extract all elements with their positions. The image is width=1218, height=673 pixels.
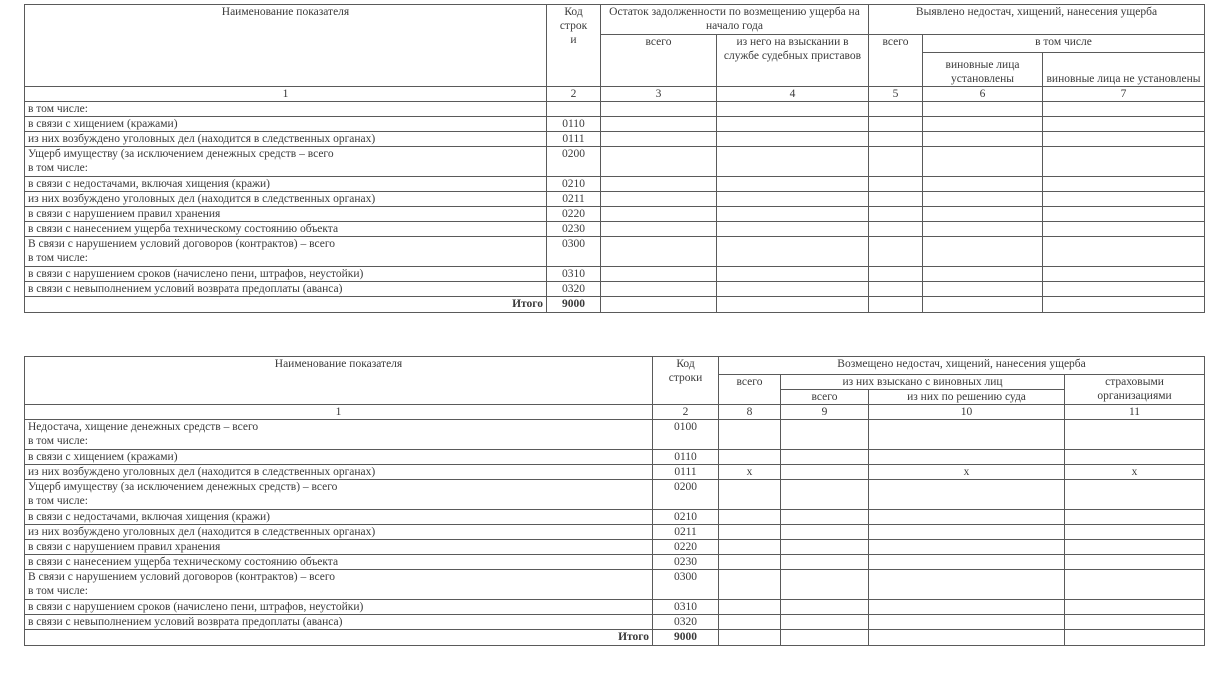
row-code: 0200 — [547, 147, 601, 177]
row-code: 0211 — [547, 192, 601, 207]
row-code: 0210 — [547, 177, 601, 192]
data-cell[interactable] — [601, 117, 717, 132]
data-cell[interactable] — [869, 222, 923, 237]
row-code: 0111 — [653, 465, 719, 480]
table-row — [25, 192, 1205, 207]
table-row — [25, 465, 1205, 480]
t2-head-insurance: страховыми организациями — [1065, 375, 1205, 405]
table-row — [25, 102, 1205, 117]
row-code: 0230 — [653, 555, 719, 570]
table-row — [25, 177, 1205, 192]
data-cell-c9[interactable] — [781, 525, 869, 540]
row-code: 0310 — [547, 267, 601, 282]
row-label: из них возбуждено уголовных дел (находится в следственных органах) — [25, 192, 547, 207]
row-label: в том числе: — [25, 102, 547, 117]
t1-head-found-group: Выявлено недостач, хищений, нанесения ущерба — [869, 5, 1205, 35]
data-cell-c11[interactable] — [1065, 480, 1205, 510]
data-cell[interactable] — [717, 177, 869, 192]
row-label: в связи с нанесением ущерба техническому состоянию объекта — [25, 222, 547, 237]
table-row — [25, 480, 1205, 510]
data-cell-c10[interactable] — [869, 420, 1065, 450]
table-row — [25, 555, 1205, 570]
row-code: 0110 — [653, 450, 719, 465]
row-code: 0220 — [653, 540, 719, 555]
data-cell[interactable] — [1043, 102, 1205, 117]
row-code: 0111 — [547, 132, 601, 147]
data-cell[interactable] — [923, 117, 1043, 132]
data-cell[interactable] — [717, 117, 869, 132]
row-label: Ущерб имуществу (за исключением денежных средств – всего в том числе: — [25, 147, 547, 177]
table-row — [25, 510, 1205, 525]
t2-head-name: Наименование показателя — [25, 357, 653, 405]
data-cell[interactable] — [601, 132, 717, 147]
data-cell-c9[interactable] — [781, 450, 869, 465]
t1-head-name: Наименование показателя — [25, 5, 547, 87]
data-cell-c11[interactable]: х — [1065, 465, 1205, 480]
data-cell[interactable] — [601, 222, 717, 237]
data-cell-c9[interactable] — [781, 600, 869, 615]
data-cell-c8[interactable] — [719, 600, 781, 615]
data-cell-c11[interactable] — [1065, 555, 1205, 570]
table-row — [25, 237, 1205, 267]
data-cell[interactable] — [923, 237, 1043, 267]
data-cell[interactable] — [601, 147, 717, 177]
data-cell[interactable] — [717, 267, 869, 282]
row-label: в связи с нарушением правил хранения — [25, 540, 653, 555]
data-cell[interactable] — [923, 222, 1043, 237]
data-cell-c8[interactable] — [719, 510, 781, 525]
data-cell-c8[interactable] — [719, 555, 781, 570]
t2-total-cell[interactable] — [719, 630, 781, 646]
t2-colnum: 10 — [869, 405, 1065, 420]
data-cell-c8[interactable] — [719, 420, 781, 450]
row-label: из них возбуждено уголовных дел (находится в следственных органах) — [25, 132, 547, 147]
row-label: в связи с невыполнением условий возврата предоплаты (аванса) — [25, 615, 653, 630]
data-cell[interactable] — [601, 102, 717, 117]
t2-body — [25, 420, 1205, 630]
data-cell[interactable] — [923, 132, 1043, 147]
data-cell-c9[interactable] — [781, 420, 869, 450]
table-row — [25, 615, 1205, 630]
data-cell-c8[interactable]: х — [719, 465, 781, 480]
t2-head-court: из них по решению суда — [869, 390, 1065, 405]
row-code: 0100 — [653, 420, 719, 450]
row-code: 0220 — [547, 207, 601, 222]
data-cell[interactable] — [717, 192, 869, 207]
data-cell[interactable] — [717, 222, 869, 237]
t1-body — [25, 102, 1205, 297]
t2-total-label: Итого — [25, 630, 653, 646]
data-cell[interactable] — [717, 132, 869, 147]
data-cell[interactable] — [869, 117, 923, 132]
data-cell[interactable] — [869, 207, 923, 222]
row-code: 0200 — [653, 480, 719, 510]
data-cell-c11[interactable] — [1065, 600, 1205, 615]
data-cell[interactable] — [601, 282, 717, 297]
row-label: из них возбуждено уголовных дел (находится в следственных органах) — [25, 465, 653, 480]
table-row — [25, 600, 1205, 615]
data-cell-c8[interactable] — [719, 540, 781, 555]
data-cell[interactable] — [923, 147, 1043, 177]
data-cell[interactable] — [923, 192, 1043, 207]
row-label: в связи с невыполнением условий возврата предоплаты (аванса) — [25, 282, 547, 297]
data-cell[interactable] — [869, 282, 923, 297]
t2-colnum: 11 — [1065, 405, 1205, 420]
row-label: в связи с недостачами, включая хищения (кражи) — [25, 177, 547, 192]
data-cell-c11[interactable] — [1065, 420, 1205, 450]
data-cell[interactable] — [717, 102, 869, 117]
t1-total-cell[interactable] — [869, 297, 923, 313]
row-code: 0320 — [653, 615, 719, 630]
t1-total-cell[interactable] — [1043, 297, 1205, 313]
data-cell[interactable] — [869, 267, 923, 282]
row-label: в связи с нарушением правил хранения — [25, 207, 547, 222]
data-cell-c10[interactable] — [869, 525, 1065, 540]
t1-head-found-incl: в том числе — [923, 35, 1205, 53]
row-label: В связи с нарушением условий договоров (контрактов) – всего в том числе: — [25, 570, 653, 600]
t2-head-from-guilty-total: всего — [781, 390, 869, 405]
data-cell[interactable] — [1043, 132, 1205, 147]
table-row — [25, 132, 1205, 147]
row-label: В связи с нарушением условий договоров (контрактов) – всего в том числе: — [25, 237, 547, 267]
row-label: в связи с нарушением сроков (начислено пени, штрафов, неустойки) — [25, 267, 547, 282]
t1-colnum: 7 — [1043, 87, 1205, 102]
data-cell[interactable] — [1043, 207, 1205, 222]
data-cell-c8[interactable] — [719, 450, 781, 465]
data-cell-c11[interactable] — [1065, 540, 1205, 555]
data-cell[interactable] — [869, 147, 923, 177]
data-cell[interactable] — [1043, 177, 1205, 192]
data-cell-c9[interactable] — [781, 480, 869, 510]
table-row — [25, 267, 1205, 282]
data-cell[interactable] — [923, 207, 1043, 222]
data-cell-c11[interactable] — [1065, 450, 1205, 465]
t1-head-guilty-known: виновные лица установлены — [923, 53, 1043, 87]
t1-colnum: 6 — [923, 87, 1043, 102]
data-cell[interactable] — [717, 282, 869, 297]
data-cell-c9[interactable] — [781, 555, 869, 570]
data-cell[interactable] — [923, 102, 1043, 117]
t1-head-balance-group: Остаток задолженности по возмещению ущерба на начало года — [601, 5, 869, 35]
t2-footer — [25, 630, 1205, 646]
data-cell-c10[interactable] — [869, 450, 1065, 465]
table-row — [25, 540, 1205, 555]
row-label: в связи с нанесением ущерба техническому состоянию объекта — [25, 555, 653, 570]
t1-colnum: 3 — [601, 87, 717, 102]
data-cell-c9[interactable] — [781, 510, 869, 525]
t2-total-cell[interactable] — [781, 630, 869, 646]
data-cell-c11[interactable] — [1065, 615, 1205, 630]
data-cell-c11[interactable] — [1065, 510, 1205, 525]
row-code: 0110 — [547, 117, 601, 132]
row-label: в связи с недостачами, включая хищения (кражи) — [25, 510, 653, 525]
t2-colnum: 1 — [25, 405, 653, 420]
t1-footer — [25, 297, 1205, 313]
data-cell[interactable] — [601, 192, 717, 207]
data-cell[interactable] — [601, 177, 717, 192]
data-cell-c10[interactable] — [869, 480, 1065, 510]
data-cell[interactable] — [923, 177, 1043, 192]
data-cell-c9[interactable] — [781, 570, 869, 600]
row-label: в связи с хищением (кражами) — [25, 117, 547, 132]
data-cell[interactable] — [923, 282, 1043, 297]
data-cell-c8[interactable] — [719, 615, 781, 630]
data-cell-c8[interactable] — [719, 570, 781, 600]
t2-colnum: 2 — [653, 405, 719, 420]
t1-total-label: Итого — [25, 297, 547, 313]
data-cell-c10[interactable] — [869, 600, 1065, 615]
data-cell-c10[interactable] — [869, 510, 1065, 525]
t2-head-from-guilty: из них взыскано с виновных лиц — [781, 375, 1065, 390]
row-label: Ущерб имуществу (за исключением денежных средств) – всего в том числе: — [25, 480, 653, 510]
t1-colnum: 2 — [547, 87, 601, 102]
row-label: в связи с хищением (кражами) — [25, 450, 653, 465]
row-code: 0211 — [653, 525, 719, 540]
t1-head-code: Код строк и — [547, 5, 601, 87]
t2-total-cell[interactable] — [869, 630, 1065, 646]
row-code: 0300 — [547, 237, 601, 267]
table-row — [25, 450, 1205, 465]
data-cell-c9[interactable] — [781, 615, 869, 630]
row-code — [547, 102, 601, 117]
table-row — [25, 420, 1205, 450]
t1-colnum: 1 — [25, 87, 547, 102]
data-cell-c10[interactable]: х — [869, 465, 1065, 480]
t2-total-code: 9000 — [653, 630, 719, 646]
t2-head-group: Возмещено недостач, хищений, нанесения ущерба — [719, 357, 1205, 375]
data-cell-c11[interactable] — [1065, 570, 1205, 600]
data-cell[interactable] — [869, 192, 923, 207]
t1-header — [25, 5, 1205, 102]
t2-total-cell[interactable] — [1065, 630, 1205, 646]
table-row — [25, 570, 1205, 600]
t1-head-balance-bailiffs: из него на взыскании в службе судебных приставов — [717, 35, 869, 87]
data-cell[interactable] — [717, 147, 869, 177]
data-cell[interactable] — [601, 237, 717, 267]
data-cell[interactable] — [1043, 267, 1205, 282]
table-row — [25, 207, 1205, 222]
data-cell[interactable] — [601, 267, 717, 282]
data-cell[interactable] — [869, 237, 923, 267]
damage-table-upper — [24, 4, 1205, 313]
data-cell[interactable] — [1043, 192, 1205, 207]
data-cell[interactable] — [1043, 282, 1205, 297]
data-cell-c10[interactable] — [869, 555, 1065, 570]
data-cell[interactable] — [923, 267, 1043, 282]
table-row — [25, 525, 1205, 540]
data-cell-c8[interactable] — [719, 525, 781, 540]
t1-total-code: 9000 — [547, 297, 601, 313]
row-code: 0320 — [547, 282, 601, 297]
data-cell-c10[interactable] — [869, 615, 1065, 630]
t1-total-cell[interactable] — [601, 297, 717, 313]
row-code: 0210 — [653, 510, 719, 525]
table-row — [25, 117, 1205, 132]
data-cell-c10[interactable] — [869, 570, 1065, 600]
t1-head-found-total: всего — [869, 35, 923, 87]
data-cell[interactable] — [1043, 147, 1205, 177]
data-cell[interactable] — [1043, 222, 1205, 237]
table-row — [25, 147, 1205, 177]
data-cell-c9[interactable] — [781, 540, 869, 555]
data-cell[interactable] — [869, 177, 923, 192]
t1-head-guilty-unknown: виновные лица не установлены — [1043, 53, 1205, 87]
t2-head-total: всего — [719, 375, 781, 405]
data-cell[interactable] — [1043, 237, 1205, 267]
data-cell-c11[interactable] — [1065, 525, 1205, 540]
t1-total-cell[interactable] — [717, 297, 869, 313]
damage-table-lower — [24, 356, 1205, 646]
data-cell[interactable] — [717, 207, 869, 222]
row-code: 0310 — [653, 600, 719, 615]
row-label: Недостача, хищение денежных средств – всего в том числе: — [25, 420, 653, 450]
row-label: в связи с нарушением сроков (начислено пени, штрафов, неустойки) — [25, 600, 653, 615]
data-cell[interactable] — [1043, 117, 1205, 132]
row-code: 0300 — [653, 570, 719, 600]
data-cell[interactable] — [601, 207, 717, 222]
t1-colnum: 4 — [717, 87, 869, 102]
t2-colnum: 9 — [781, 405, 869, 420]
table-row — [25, 282, 1205, 297]
data-cell-c10[interactable] — [869, 540, 1065, 555]
data-cell-c8[interactable] — [719, 480, 781, 510]
t2-head-code: Код строки — [653, 357, 719, 405]
table-row — [25, 222, 1205, 237]
t1-total-cell[interactable] — [923, 297, 1043, 313]
row-code: 0230 — [547, 222, 601, 237]
data-cell-c9[interactable] — [781, 465, 869, 480]
data-cell[interactable] — [717, 237, 869, 267]
t2-colnum: 8 — [719, 405, 781, 420]
t1-colnum: 5 — [869, 87, 923, 102]
t2-header — [25, 357, 1205, 420]
data-cell[interactable] — [869, 102, 923, 117]
data-cell[interactable] — [869, 132, 923, 147]
t1-head-balance-total: всего — [601, 35, 717, 87]
row-label: из них возбуждено уголовных дел (находится в следственных органах) — [25, 525, 653, 540]
